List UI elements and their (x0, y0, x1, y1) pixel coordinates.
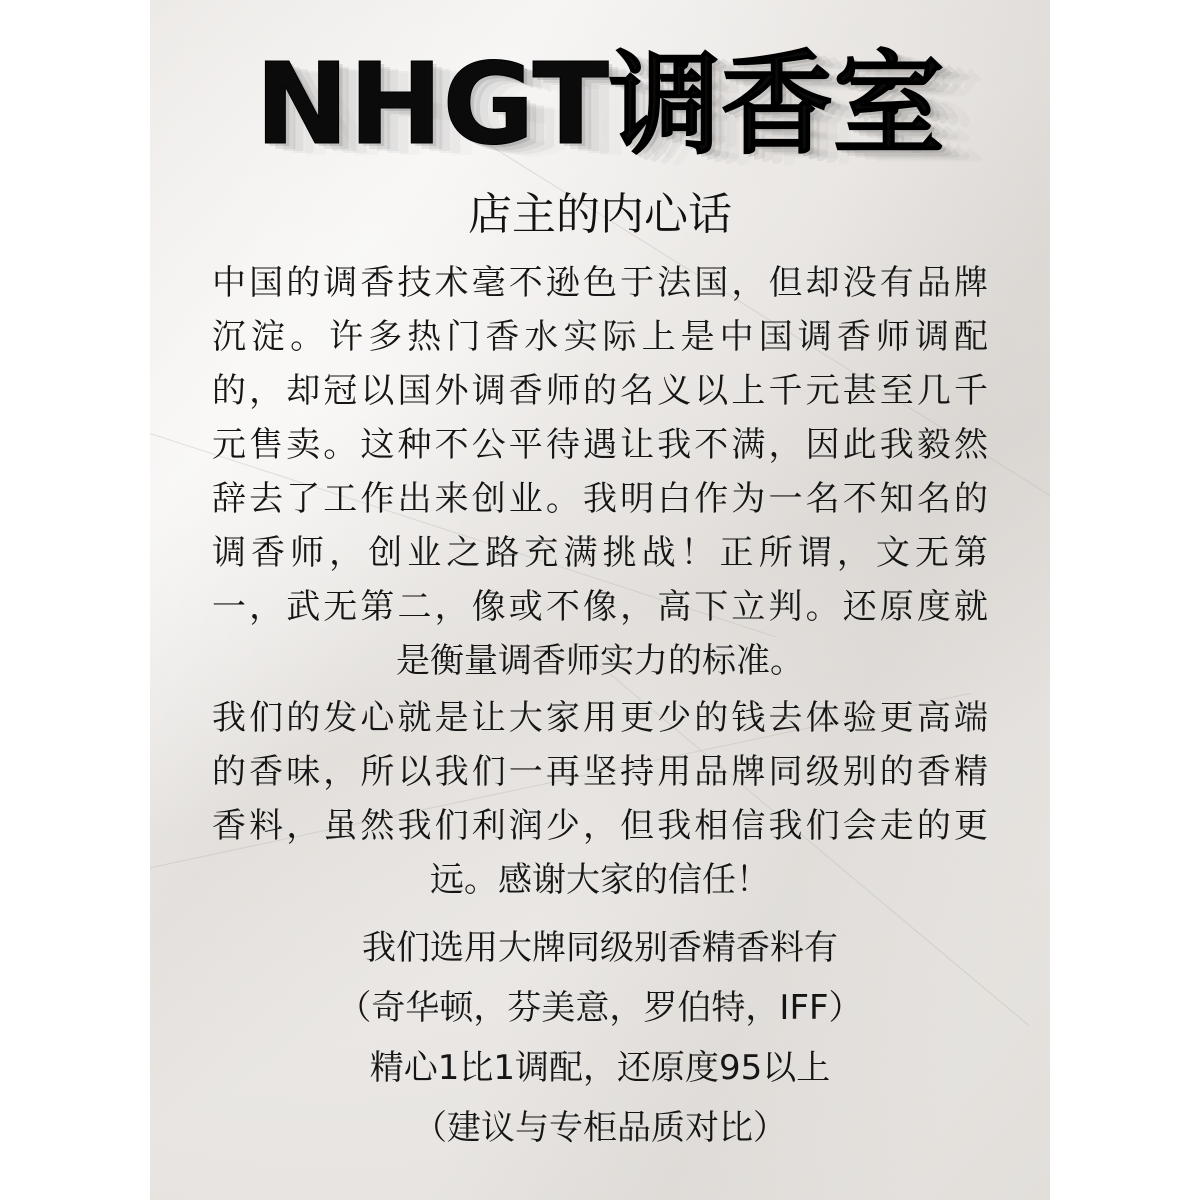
closing-statement (150, 918, 1050, 1158)
marble-card (150, 0, 1050, 1200)
paragraph-mission (212, 691, 988, 907)
title-block (150, 30, 1050, 180)
text-line: 我们选用大牌同级别香精香料有 (362, 928, 838, 968)
text-line: 调香师，创业之路充满挑战！正所谓，文无第 (212, 533, 988, 573)
text-line: 元售卖。这种不公平待遇让我不满，因此我毅然 (212, 425, 988, 465)
page-subtitle: 店主的内心话 (468, 189, 732, 240)
text-line: 的，却冠以国外调香师的名义以上千元甚至几千 (212, 371, 988, 411)
page-title: NHGT调香室 (255, 40, 945, 170)
paragraph-owner-story (212, 256, 988, 688)
text-line: 精心1比1调配，还原度95以上 (369, 1048, 831, 1088)
text-line: 我们的发心就是让大家用更少的钱去体验更高端 (212, 698, 988, 738)
text-line: 是衡量调香师实力的标准。 (396, 641, 804, 681)
text-line: 沉淀。许多热门香水实际上是中国调香师调配 (212, 317, 988, 357)
text-line: 香料，虽然我们利润少，但我相信我们会走的更 (212, 806, 988, 846)
text-line: 辞去了工作出来创业。我明白作为一名不知名的 (212, 479, 988, 519)
text-line: （奇华顿，芬美意，罗伯特，IFF） (337, 988, 863, 1028)
text-line: 一，武无第二，像或不像，高下立判。还原度就 (212, 587, 988, 627)
text-line: 的香味，所以我们一再坚持用品牌同级别的香精 (212, 752, 988, 792)
text-line: 远。感谢大家的信任！ (430, 860, 770, 900)
text-line: 中国的调香技术毫不逊色于法国，但却没有品牌 (212, 263, 988, 303)
text-line: （建议与专柜品质对比） (413, 1108, 787, 1148)
